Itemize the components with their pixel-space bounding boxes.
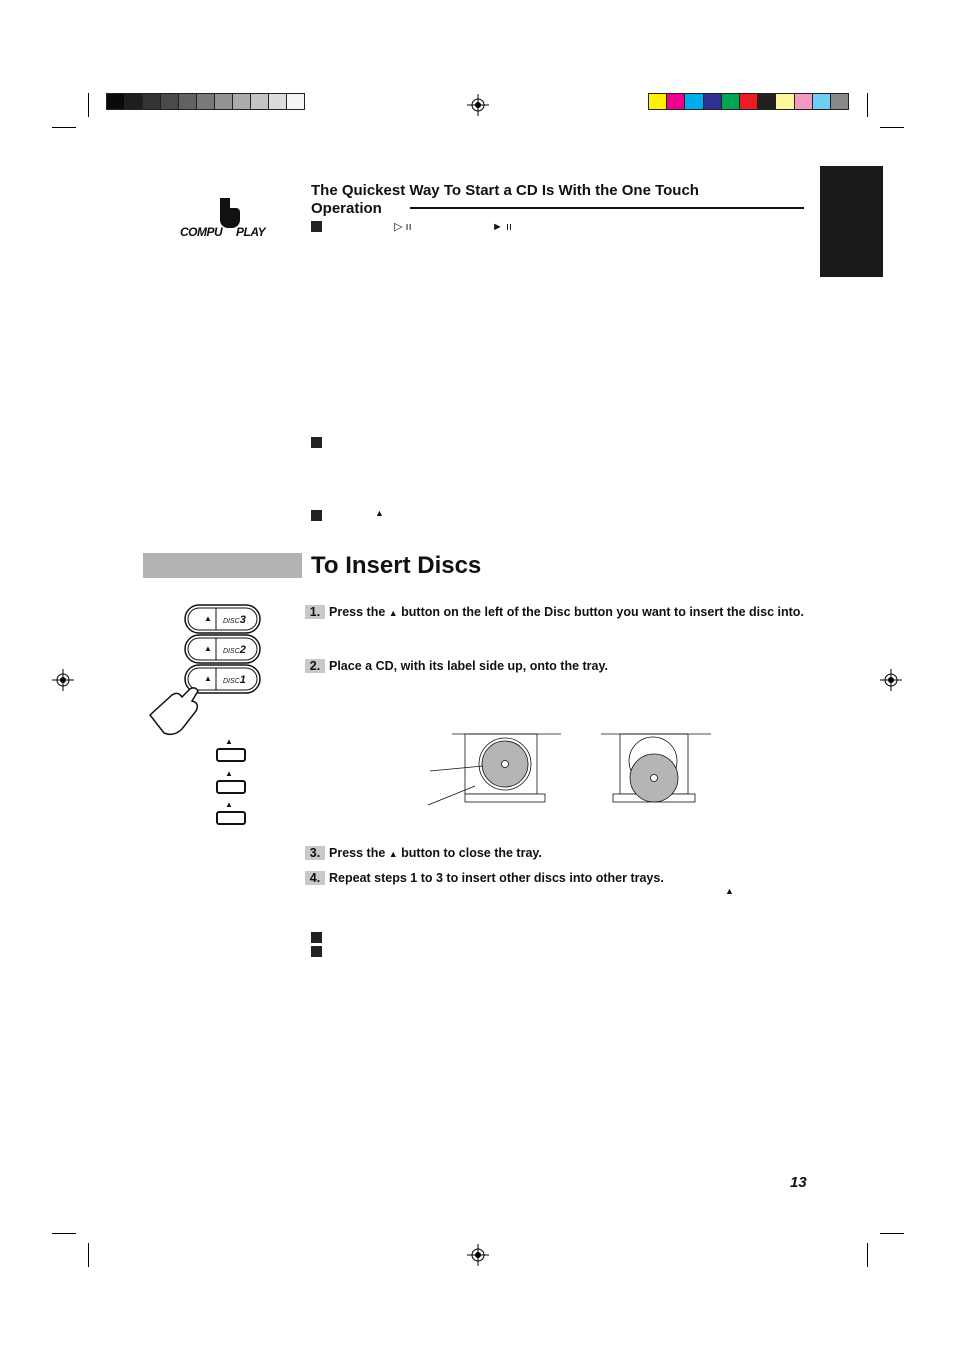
calibration-swatch	[196, 93, 215, 110]
calibration-swatch	[775, 93, 794, 110]
compu-play-logo	[178, 196, 278, 244]
tray-button	[216, 780, 246, 794]
eject-icon: ▲	[375, 508, 384, 518]
eject-icon: ▲	[388, 608, 398, 618]
registration-target-icon	[52, 669, 74, 691]
step-number: 3.	[305, 846, 325, 860]
calibration-swatch	[794, 93, 813, 110]
disc-buttons-illustration	[145, 603, 265, 743]
disc-number: 3	[239, 614, 246, 626]
heading-rule	[410, 207, 804, 209]
page-number: 13	[790, 1174, 807, 1191]
bullet-square	[311, 932, 322, 943]
subsection-heading	[311, 182, 811, 218]
calibration-swatch	[106, 93, 125, 110]
disc-label: DISC	[223, 648, 240, 655]
logo-text-left: COMPU	[180, 225, 223, 239]
step-text-part: button on the left of the Disc button you want to insert the disc into.	[397, 605, 804, 619]
crop-mark	[867, 1243, 868, 1267]
calibration-swatch	[142, 93, 161, 110]
registration-target-icon	[880, 669, 902, 691]
registration-target-icon	[467, 94, 489, 116]
registration-target-icon	[467, 1244, 489, 1266]
disc-2-label	[223, 644, 246, 656]
calibration-swatch	[268, 93, 287, 110]
crop-mark	[880, 1233, 904, 1234]
eject-icon: ▲	[225, 800, 233, 809]
disc-number: 2	[239, 644, 246, 656]
bullet-square	[311, 946, 322, 957]
disc-buttons-drawing	[145, 603, 265, 743]
eject-icon: ▲	[388, 849, 398, 859]
crop-mark	[88, 93, 89, 117]
calibration-swatch	[286, 93, 305, 110]
calibration-swatch	[124, 93, 143, 110]
calibration-swatch	[160, 93, 179, 110]
calibration-swatch	[250, 93, 269, 110]
heading-line-2: Operation	[311, 200, 382, 217]
eject-icon: ▲	[204, 674, 212, 683]
crop-mark	[867, 93, 868, 117]
step-text	[329, 605, 819, 620]
step-number: 1.	[305, 605, 325, 619]
calibration-swatch	[214, 93, 233, 110]
play-pause-solid-icon: ► ıı	[492, 221, 513, 233]
calibration-swatch	[684, 93, 703, 110]
calibration-swatch	[812, 93, 831, 110]
calibration-swatch	[739, 93, 758, 110]
disc-tray-illustration	[425, 728, 725, 808]
calibration-swatch	[648, 93, 667, 110]
crop-mark	[52, 1233, 76, 1234]
step-number: 2.	[305, 659, 325, 673]
eject-icon: ▲	[725, 886, 734, 896]
section-title: To Insert Discs	[311, 552, 482, 579]
crop-mark	[88, 1243, 89, 1267]
step-text-part: Press the	[329, 605, 389, 619]
play-pause-outline-icon: ▷ ıı	[394, 221, 412, 233]
calibration-swatch	[757, 93, 776, 110]
calibration-swatch	[232, 93, 251, 110]
calibration-swatch	[721, 93, 740, 110]
step-text: Repeat steps 1 to 3 to insert other discs into other trays.	[329, 871, 664, 885]
tray-button	[216, 811, 246, 825]
eject-icon: ▲	[204, 614, 212, 623]
section-marker-bar	[143, 553, 302, 578]
step-text: Place a CD, with its label side up, onto the tray.	[329, 659, 608, 673]
calibration-swatch	[830, 93, 849, 110]
bullet-square	[311, 437, 322, 448]
tray-button	[216, 748, 246, 762]
step-text-part: button to close the tray.	[397, 846, 542, 860]
bullet-square	[311, 221, 322, 232]
bullet-square	[311, 510, 322, 521]
tray-buttons-illustration	[213, 737, 253, 832]
disc-number: 1	[239, 674, 246, 686]
eject-icon: ▲	[225, 769, 233, 778]
calibration-swatch	[178, 93, 197, 110]
eject-icon: ▲	[225, 737, 233, 746]
disc-label: DISC	[223, 678, 240, 685]
logo-text-right: PLAY	[236, 225, 266, 239]
step-number: 4.	[305, 871, 325, 885]
calibration-swatch	[703, 93, 722, 110]
calibration-swatch	[666, 93, 685, 110]
step-text-part: Press the	[329, 846, 389, 860]
language-tab	[820, 166, 883, 277]
disc-label: DISC	[223, 618, 240, 625]
step-text	[329, 846, 819, 861]
heading-line-1: The Quickest Way To Start a CD Is With the One Touch	[311, 182, 699, 199]
eject-icon: ▲	[204, 644, 212, 653]
crop-mark	[52, 127, 76, 128]
disc-1-label	[223, 674, 246, 686]
disc-3-label	[223, 614, 246, 626]
crop-mark	[880, 127, 904, 128]
